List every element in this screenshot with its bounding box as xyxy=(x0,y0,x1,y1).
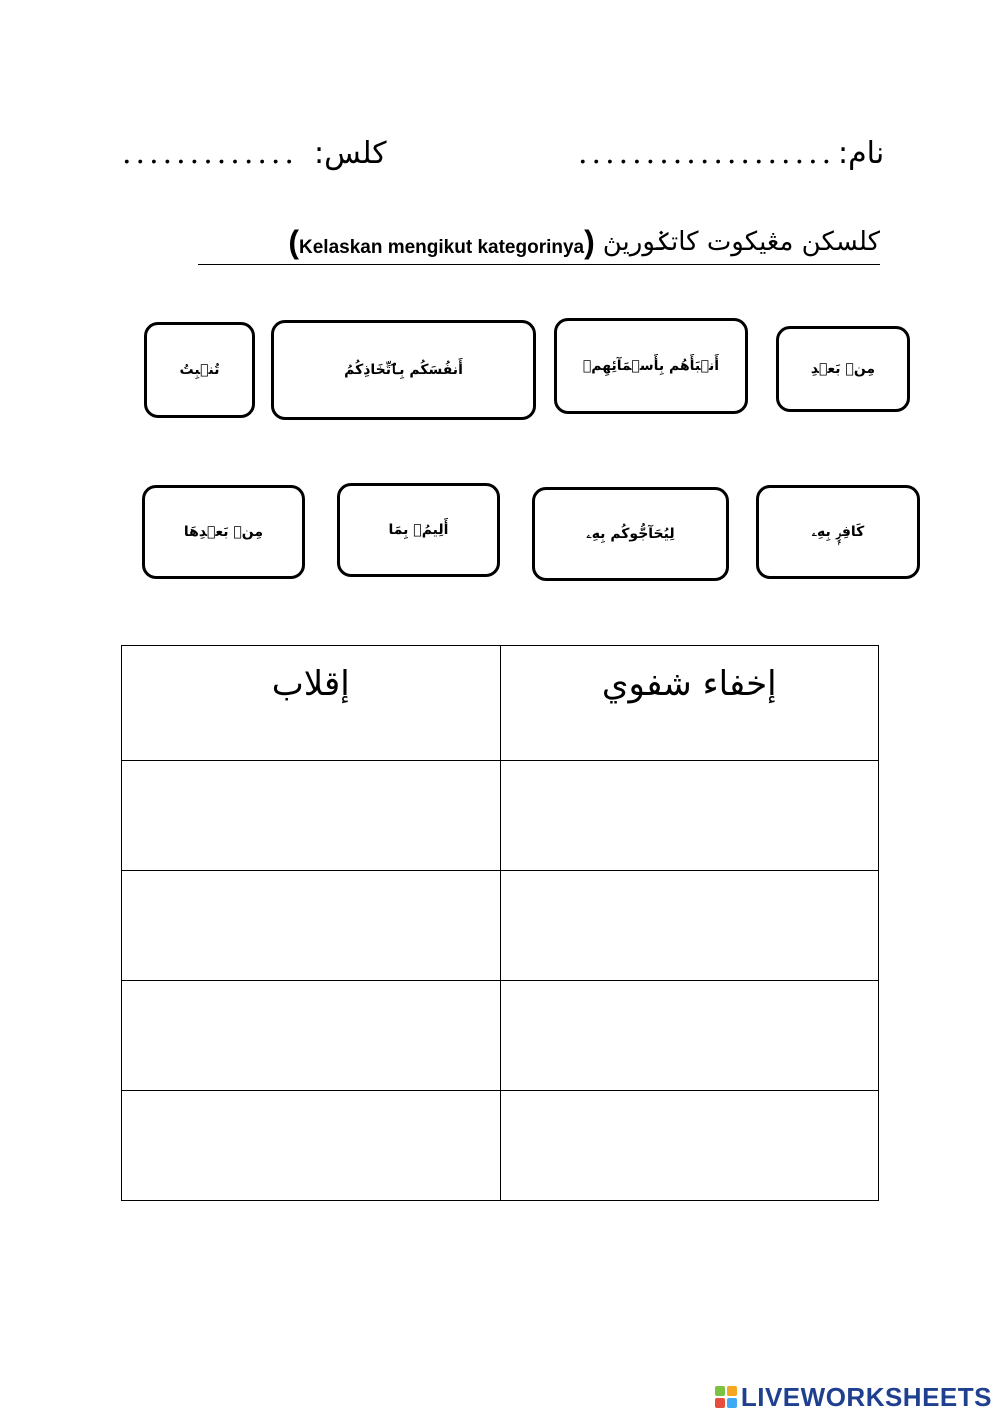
liveworksheets-logo xyxy=(715,1382,992,1412)
logo-square-sky xyxy=(727,1398,737,1408)
open-paren: ( xyxy=(288,223,299,260)
drop-zone-iqlab[interactable] xyxy=(122,761,501,871)
logo-square-red xyxy=(715,1398,725,1408)
word-card[interactable]: كَافِرِۭ بِهِۦ xyxy=(756,485,920,579)
drop-zone-iqlab[interactable] xyxy=(122,1091,501,1201)
word-card[interactable]: أَلِيمُۢ بِمَا xyxy=(337,483,500,577)
logo-square-orange xyxy=(727,1386,737,1396)
table-row xyxy=(122,1091,879,1201)
table-row xyxy=(122,981,879,1091)
drop-zone-ikhfa-syafawi[interactable] xyxy=(500,871,879,981)
drop-zone-iqlab[interactable] xyxy=(122,981,501,1091)
word-card[interactable]: أَنفُسَكُم بِٱتِّخَاذِكُمُ xyxy=(271,320,536,420)
table-header-row xyxy=(122,646,879,761)
table-row xyxy=(122,761,879,871)
logo-square-green xyxy=(715,1386,725,1396)
logo-text: LIVEWORKSHEETS xyxy=(740,1381,992,1412)
drop-zone-ikhfa-syafawi[interactable] xyxy=(500,981,879,1091)
close-paren: ) xyxy=(584,223,595,260)
column-header-iqlab: إقلاب xyxy=(122,646,501,761)
class-field[interactable]: ............. xyxy=(122,136,298,171)
class-label: كلس: xyxy=(314,136,387,171)
word-card[interactable]: مِنۢ بَعۡدِ xyxy=(776,326,910,412)
sorting-table xyxy=(121,645,879,1201)
column-header-ikhfa-syafawi: إخفاء شفوي xyxy=(500,646,879,761)
name-field[interactable]: ................... xyxy=(578,136,836,171)
instruction xyxy=(198,220,880,265)
word-card[interactable]: أَنۢبَأَهُم بِأَسۡمَآئِهِمۡ xyxy=(554,318,748,414)
logo-grid-icon xyxy=(715,1386,737,1408)
word-card[interactable]: لِيُحَآجُّوكُم بِهِۦ xyxy=(532,487,729,581)
drop-zone-ikhfa-syafawi[interactable] xyxy=(500,761,879,871)
drop-zone-ikhfa-syafawi[interactable] xyxy=(500,1091,879,1201)
word-card[interactable]: تُنۢبِتُ xyxy=(144,322,255,418)
instruction-jawi: كلسكن مڠيكوت كاتݢوريڽ xyxy=(602,227,880,257)
name-label: نام: xyxy=(838,136,885,171)
drop-zone-iqlab[interactable] xyxy=(122,871,501,981)
table-row xyxy=(122,871,879,981)
word-card[interactable]: مِنۢ بَعۡدِهَا xyxy=(142,485,305,579)
instruction-latin: (Kelaskan mengikut kategorinya) xyxy=(288,223,595,260)
